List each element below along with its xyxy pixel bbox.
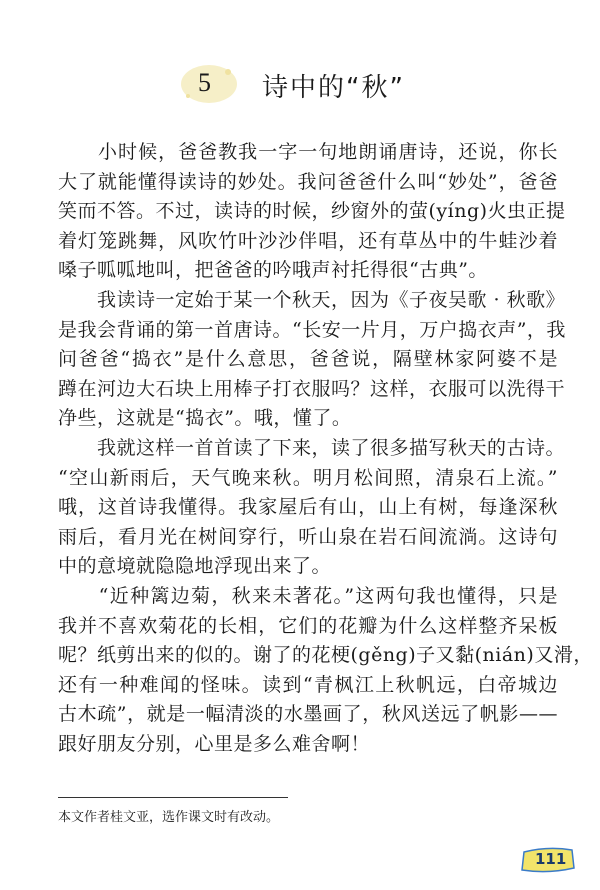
text-line: 是我会背诵的第一首唐诗。“长安一片月，万户捣衣声”，我 (58, 318, 566, 341)
page-number: 111 (535, 850, 567, 868)
text-line: 中的意境就隐隐地浮现出来了。 (58, 555, 332, 578)
lesson-header (0, 62, 600, 106)
article-body (58, 138, 593, 759)
text-line: 问爸爸“捣衣”是什么意思，爸爸说，隔壁林家阿婆不是 (58, 348, 558, 371)
text-line: 我并不喜欢菊花的长相，它们的花瓣为什么这样整齐呆板 (58, 614, 558, 637)
text-line: 呢？纸剪出来的似的。谢了的花梗(gěng)子又黏(nián)又滑， (58, 644, 593, 667)
footnote-divider (58, 797, 288, 798)
text-line: “空山新雨后，天气晚来秋。明月松间照，清泉石上流。” (58, 466, 558, 489)
text-line: 我读诗一定始于某一个秋天，因为《子夜吴歌 · 秋歌》 (58, 288, 566, 311)
lesson-title: 诗中的“秋” (262, 73, 405, 103)
text-line: 跟好朋友分别，心里是多么难舍啊！ (58, 732, 371, 755)
text-line: 蹲在河边大石块上用棒子打衣服吗？这样，衣服可以洗得干 (58, 377, 566, 400)
text-line: 哦，这首诗我懂得。我家屋后有山，山上有树，每逢深秋 (58, 496, 558, 519)
text-line: “近种篱边菊，秋来未著花。”这两句我也懂得，只是 (58, 584, 558, 607)
text-line: 还有一种难闻的怪味。读到“青枫江上秋帆远，白帝城边 (58, 673, 558, 696)
text-line: 古木疏”，就是一幅清淡的水墨画了，秋风送远了帆影—— (58, 703, 558, 726)
text-line: 我就这样一首首读了下来，读了很多描写秋天的古诗。 (58, 436, 566, 459)
text-line: 雨后，看月光在树间穿行，听山泉在岩石间流淌。这诗句 (58, 525, 558, 548)
text-line: 笑而不答。不过，读诗的时候，纱窗外的萤(yíng)火虫正提 (58, 200, 566, 223)
text-line: 小时候，爸爸教我一字一句地朗诵唐诗，还说，你长 (58, 141, 558, 163)
lesson-number: 5 (198, 68, 211, 97)
text-line: 大了就能懂得读诗的妙处。我问爸爸什么叫“妙处”，爸爸 (58, 170, 558, 193)
text-line: 着灯笼跳舞，风吹竹叶沙沙伴唱，还有草丛中的牛蛙沙着 (58, 229, 558, 252)
footnote: 本文作者桂文亚，选作课文时有改动。 (58, 810, 280, 825)
text-line: 净些，这就是“捣衣”。哦，懂了。 (58, 407, 352, 430)
text-line: 嗓子呱呱地叫，把爸爸的吟哦声衬托得很“古典”。 (58, 259, 488, 282)
